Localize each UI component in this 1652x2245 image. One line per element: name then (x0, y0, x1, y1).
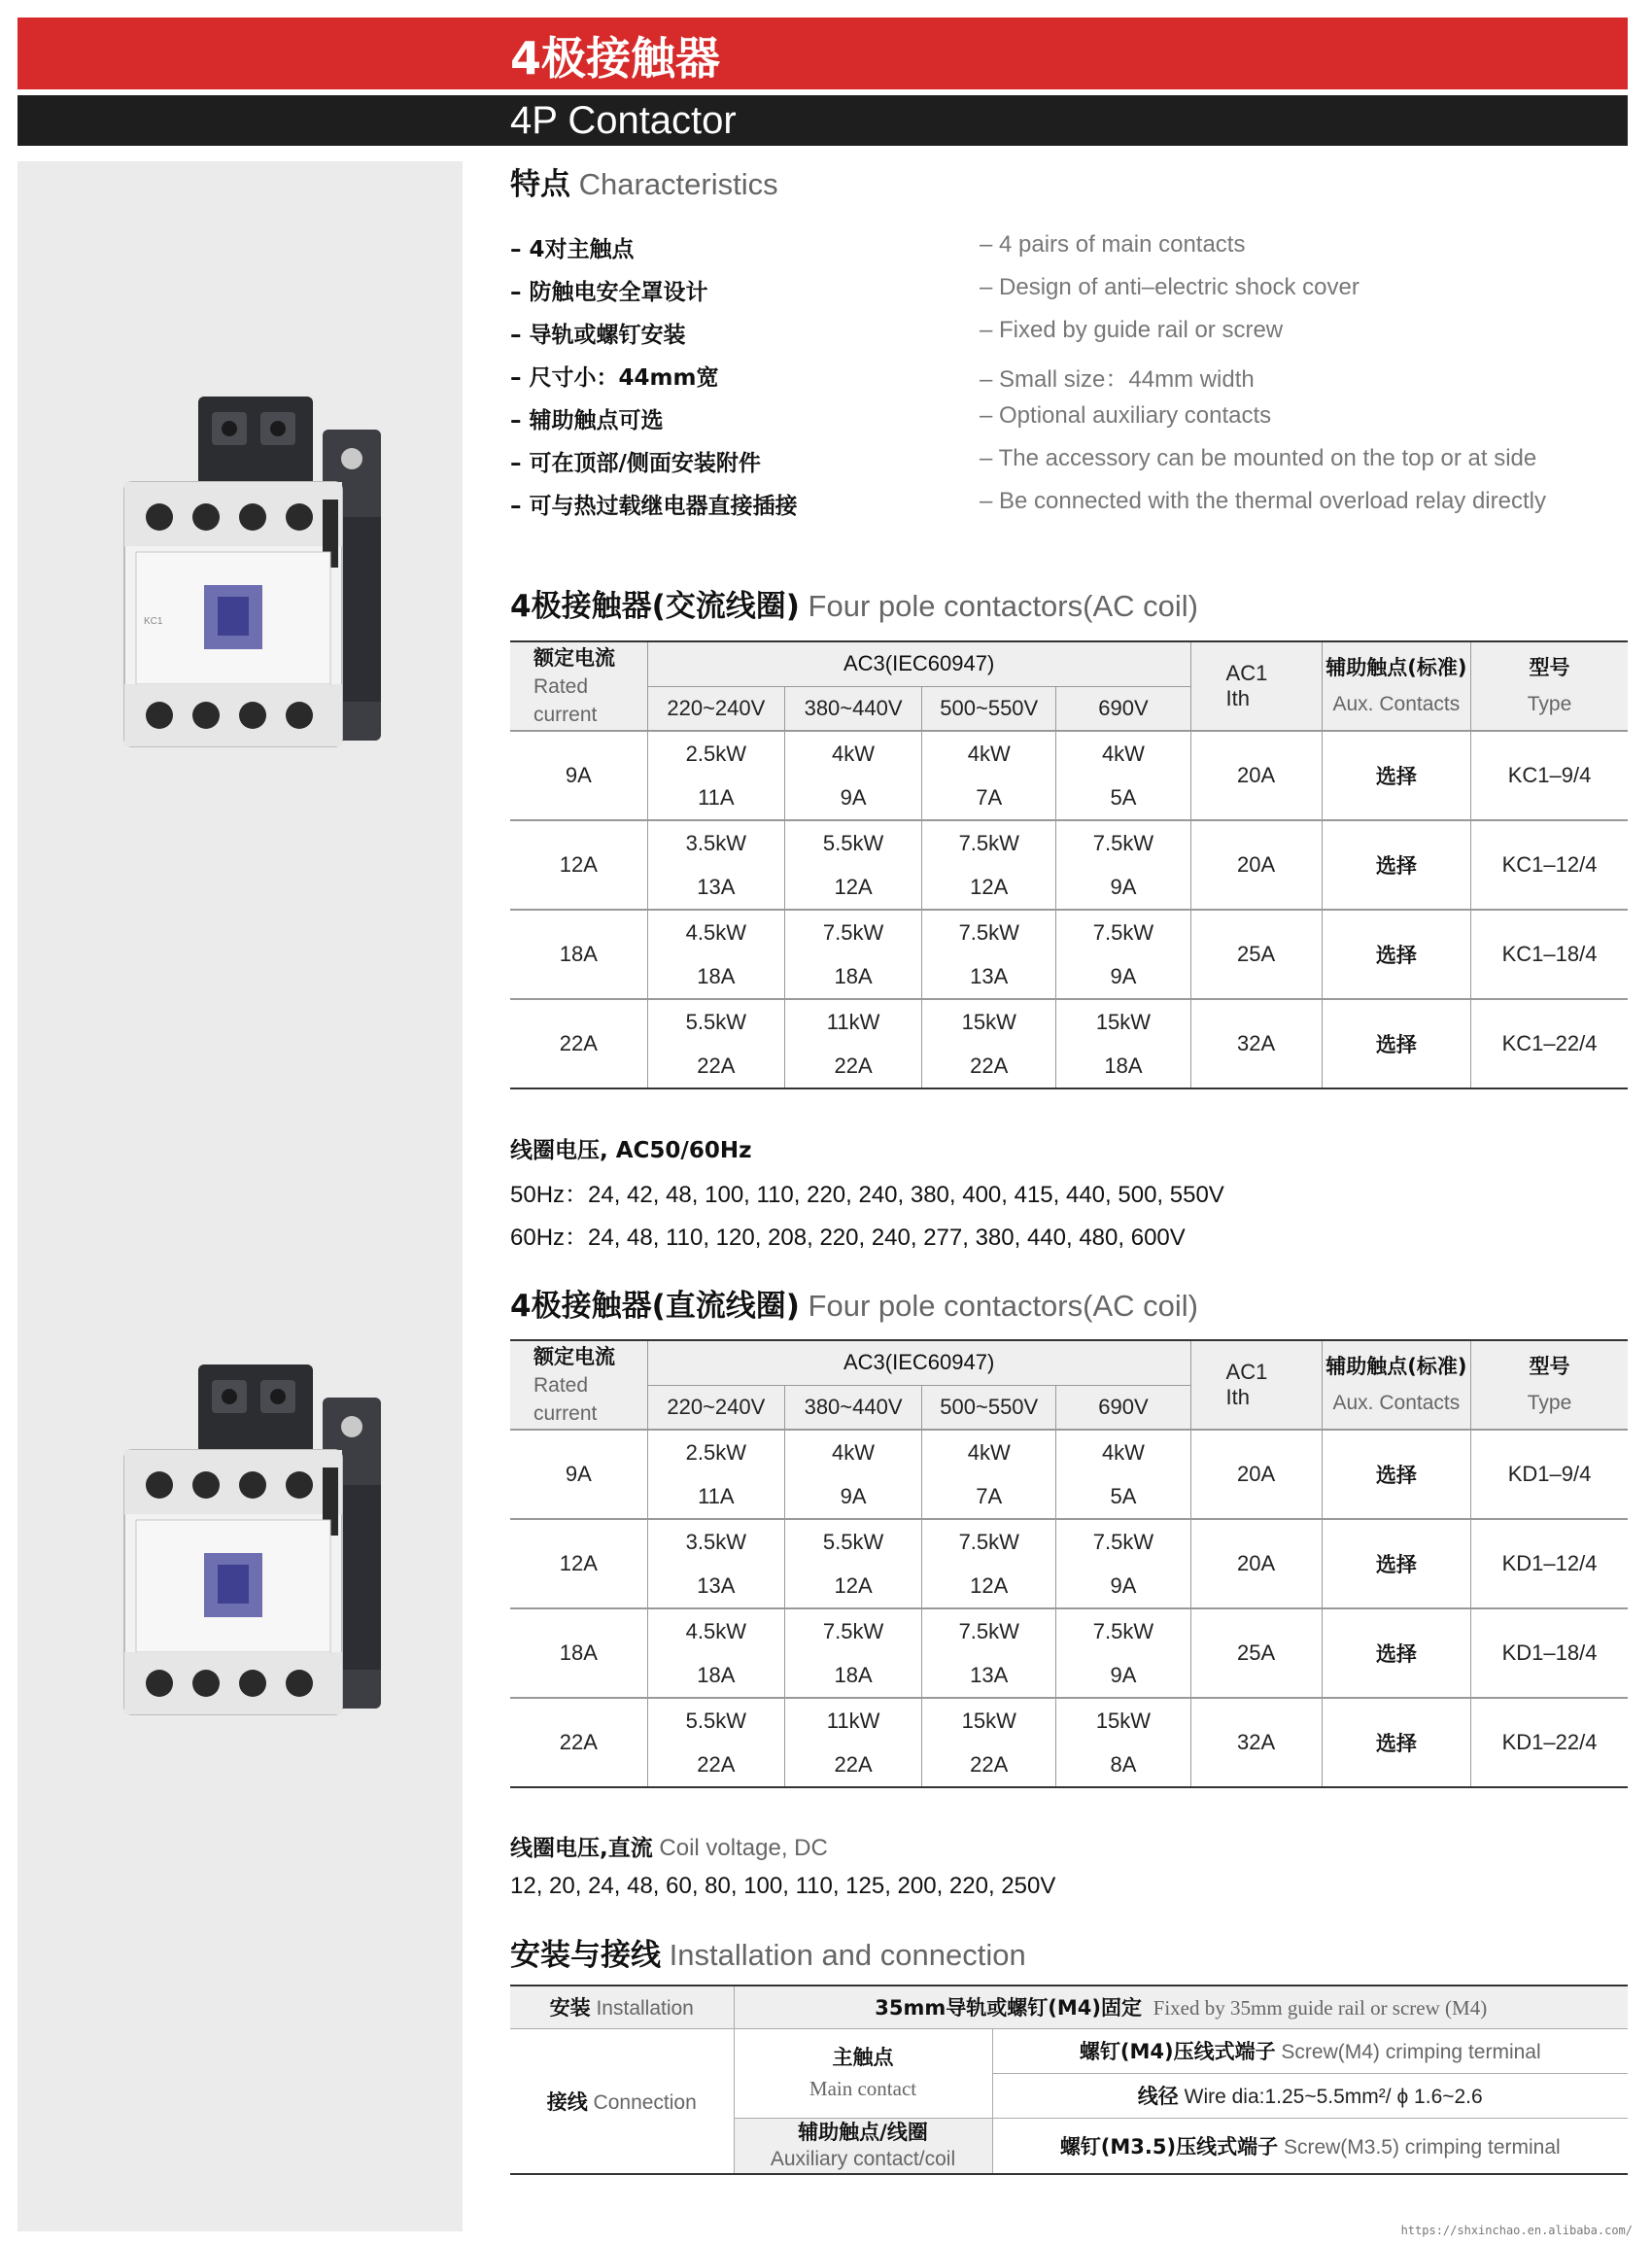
install-label: 安装 Installation (510, 1986, 734, 2028)
header-voltage: 500~550V (922, 1385, 1056, 1430)
list-item: – Be connected with the thermal overload relay directly (980, 488, 1546, 514)
cell-amp: 9A (1056, 1564, 1190, 1608)
cell-kw: 7.5kW (1056, 1608, 1190, 1653)
cell-amp: 9A (784, 1474, 921, 1519)
cell-kw: 15kW (922, 999, 1056, 1044)
dc-coil-spec-table (510, 1339, 1628, 1788)
cell-kw: 4kW (1056, 731, 1190, 776)
list-item: – 4对主触点 (510, 237, 635, 262)
ac-coil-60hz: 60Hz：24, 48, 110, 120, 208, 220, 240, 277, 380, 440, 480, 600V (510, 1225, 1186, 1251)
cell-amp: 18A (647, 1653, 784, 1698)
header-type-en: Type (1527, 1392, 1572, 1414)
header-aux-cn: 辅助触点(标准) (1325, 1355, 1467, 1378)
ac-coil-voltage-title: 线圈电压, AC50/60Hz (510, 1138, 752, 1163)
header-type-cn: 型号 (1529, 1355, 1570, 1378)
cell-kw: 7.5kW (922, 1608, 1056, 1653)
cell-aux: 选择 (1322, 731, 1470, 820)
cell-kw: 4.5kW (647, 1608, 784, 1653)
cell-amp: 8A (1056, 1743, 1190, 1787)
header-ac1-text: AC1 (1225, 1360, 1268, 1384)
list-item: – 防触电安全罩设计 (510, 280, 708, 305)
cell-kw: 4kW (784, 731, 921, 776)
ac-table-title: 4极接触器(交流线圈) Four pole contactors(AC coil) (510, 589, 1198, 624)
cell-rated: 22A (510, 1698, 647, 1787)
main-contact-terminal: 螺钉(M4)压线式端子 Screw(M4) crimping terminal (992, 2028, 1628, 2073)
header-ac1 (1190, 1340, 1322, 1430)
header-ith-text: Ith (1225, 1385, 1250, 1409)
cell-type: KD1–22/4 (1471, 1698, 1628, 1787)
cell-kw: 7.5kW (922, 820, 1056, 865)
cell-ac1: 20A (1190, 820, 1322, 910)
list-item: – 辅助触点可选 (510, 408, 664, 433)
install-value: 35mm导轨或螺钉(M4)固定 Fixed by 35mm guide rail or screw (M4) (734, 1986, 1628, 2028)
list-item: – The accessory can be mounted on the top or at side (980, 445, 1537, 471)
cell-type: KD1–18/4 (1471, 1608, 1628, 1698)
model-label-text: KC1 (144, 616, 163, 627)
cell-amp: 22A (922, 1044, 1056, 1088)
cell-ac1: 32A (1190, 1698, 1322, 1787)
cell-amp: 22A (784, 1044, 921, 1088)
installation-table (510, 1985, 1628, 2175)
cell-kw: 4kW (922, 1430, 1056, 1474)
cell-amp: 18A (784, 954, 921, 999)
cell-kw: 15kW (922, 1698, 1056, 1743)
characteristics-list-cn (510, 231, 947, 531)
header-type-cn: 型号 (1529, 656, 1570, 679)
header-ac1 (1190, 641, 1322, 731)
cell-amp: 7A (922, 1474, 1056, 1519)
list-item: – Fixed by guide rail or screw (980, 317, 1284, 343)
list-item: – 尺寸小：44mm宽 (510, 365, 719, 391)
characteristics-list-en (980, 231, 1621, 531)
cell-kw: 5.5kW (647, 999, 784, 1044)
header-type (1471, 1340, 1628, 1430)
cell-amp: 9A (1056, 865, 1190, 910)
header-rated-current (510, 1340, 647, 1430)
header-rated-cn: 额定电流 (533, 1344, 615, 1368)
cell-ac1: 20A (1190, 731, 1322, 820)
cell-rated: 12A (510, 820, 647, 910)
header-rated-en: Rated (533, 1373, 589, 1397)
cell-kw: 3.5kW (647, 1519, 784, 1564)
header-voltage: 380~440V (784, 686, 921, 731)
cell-aux: 选择 (1322, 1608, 1470, 1698)
list-item: – 可在顶部/侧面安装附件 (510, 451, 761, 476)
dc-coil-voltage-title: 线圈电压,直流 Coil voltage, DC (510, 1835, 828, 1861)
cell-kw: 5.5kW (647, 1698, 784, 1743)
cell-ac1: 20A (1190, 1430, 1322, 1519)
header-voltage: 220~240V (647, 686, 784, 731)
aux-coil-label: 辅助触点/线圈 Auxiliary contact/coil (734, 2118, 992, 2174)
cell-type: KC1–22/4 (1471, 999, 1628, 1088)
cell-aux: 选择 (1322, 910, 1470, 999)
cell-kw: 15kW (1056, 1698, 1190, 1743)
cell-kw: 5.5kW (784, 820, 921, 865)
cell-amp: 22A (647, 1044, 784, 1088)
header-rated-cn: 额定电流 (533, 645, 615, 670)
cell-rated: 18A (510, 910, 647, 999)
cell-ac1: 25A (1190, 1608, 1322, 1698)
list-item: – 4 pairs of main contacts (980, 231, 1246, 258)
header-current-en: current (533, 1401, 598, 1425)
list-item: – 可与热过载继电器直接插接 (510, 494, 798, 519)
main-contact-wire: 线径 Wire dia:1.25~5.5mm²/ ϕ 1.6~2.6 (992, 2073, 1628, 2118)
header-aux-en: Aux. Contacts (1332, 1392, 1461, 1414)
title-bar-red (17, 17, 1628, 89)
cell-amp: 13A (922, 954, 1056, 999)
header-current-en: current (533, 703, 598, 726)
cell-kw: 11kW (784, 1698, 921, 1743)
cell-amp: 7A (922, 776, 1056, 820)
header-aux-cn: 辅助触点(标准) (1325, 656, 1467, 679)
cell-amp: 18A (647, 954, 784, 999)
header-rated-en: Rated (533, 674, 589, 698)
contactor-image-dc (97, 1359, 408, 1728)
cell-amp: 22A (784, 1743, 921, 1787)
cell-kw: 7.5kW (784, 910, 921, 954)
connection-label: 接线 Connection (510, 2028, 734, 2174)
cell-rated: 22A (510, 999, 647, 1088)
header-voltage: 220~240V (647, 1385, 784, 1430)
header-ac1-text: AC1 (1225, 661, 1268, 685)
header-ac3: AC3(IEC60947) (647, 641, 1190, 686)
cell-type: KC1–9/4 (1471, 731, 1628, 820)
header-type (1471, 641, 1628, 731)
cell-amp: 12A (922, 865, 1056, 910)
cell-type: KC1–18/4 (1471, 910, 1628, 999)
header-ith-text: Ith (1225, 686, 1250, 710)
cell-amp: 22A (647, 1743, 784, 1787)
dc-coil-values: 12, 20, 24, 48, 60, 80, 100, 110, 125, 200, 220, 250V (510, 1873, 1056, 1899)
cell-rated: 9A (510, 1430, 647, 1519)
main-contact-label: 主触点 Main contact (734, 2028, 992, 2118)
cell-kw: 2.5kW (647, 1430, 784, 1474)
cell-amp: 11A (647, 776, 784, 820)
cell-kw: 3.5kW (647, 820, 784, 865)
header-aux (1322, 641, 1470, 731)
cell-kw: 7.5kW (784, 1608, 921, 1653)
aux-coil-terminal: 螺钉(M3.5)压线式端子 Screw(M3.5) crimping terminal (992, 2118, 1628, 2174)
cell-rated: 12A (510, 1519, 647, 1608)
cell-kw: 2.5kW (647, 731, 784, 776)
cell-kw: 4kW (922, 731, 1056, 776)
cell-aux: 选择 (1322, 1519, 1470, 1608)
cell-amp: 12A (922, 1564, 1056, 1608)
cell-kw: 7.5kW (922, 910, 1056, 954)
list-item: – Design of anti–electric shock cover (980, 274, 1359, 300)
cell-ac1: 20A (1190, 1519, 1322, 1608)
contactor-image-ac (97, 391, 408, 760)
cell-amp: 13A (647, 865, 784, 910)
cell-rated: 9A (510, 731, 647, 820)
cell-kw: 15kW (1056, 999, 1190, 1044)
cell-type: KC1–12/4 (1471, 820, 1628, 910)
cell-kw: 7.5kW (1056, 820, 1190, 865)
cell-type: KD1–9/4 (1471, 1430, 1628, 1519)
cell-amp: 5A (1056, 776, 1190, 820)
ac-coil-spec-table (510, 640, 1628, 1089)
cell-amp: 9A (1056, 954, 1190, 999)
cell-rated: 18A (510, 1608, 647, 1698)
cell-amp: 9A (1056, 1653, 1190, 1698)
cell-amp: 13A (647, 1564, 784, 1608)
page-title-cn: 4极接触器 (510, 32, 721, 85)
header-ac3: AC3(IEC60947) (647, 1340, 1190, 1385)
header-aux-en: Aux. Contacts (1332, 693, 1461, 715)
header-voltage: 380~440V (784, 1385, 921, 1430)
header-aux (1322, 1340, 1470, 1430)
cell-amp: 12A (784, 1564, 921, 1608)
header-voltage: 500~550V (922, 686, 1056, 731)
header-voltage: 690V (1056, 1385, 1190, 1430)
cell-amp: 5A (1056, 1474, 1190, 1519)
header-type-en: Type (1527, 693, 1572, 715)
cell-kw: 7.5kW (922, 1519, 1056, 1564)
cell-amp: 11A (647, 1474, 784, 1519)
cell-kw: 5.5kW (784, 1519, 921, 1564)
cell-aux: 选择 (1322, 999, 1470, 1088)
ac-coil-50hz: 50Hz：24, 42, 48, 100, 110, 220, 240, 380, 400, 415, 440, 500, 550V (510, 1182, 1224, 1208)
cell-amp: 18A (1056, 1044, 1190, 1088)
cell-type: KD1–12/4 (1471, 1519, 1628, 1608)
footer-url: https://shxinchao.en.alibaba.com/ (1400, 2224, 1633, 2237)
title-bar-black (17, 95, 1628, 146)
dc-table-title: 4极接触器(直流线圈) Four pole contactors(AC coil) (510, 1289, 1198, 1324)
list-item: – Small size：44mm width (980, 366, 1255, 393)
list-item: – Optional auxiliary contacts (980, 402, 1272, 429)
installation-title: 安装与接线 Installation and connection (510, 1938, 1026, 1973)
cell-amp: 13A (922, 1653, 1056, 1698)
cell-ac1: 25A (1190, 910, 1322, 999)
cell-kw: 4kW (1056, 1430, 1190, 1474)
cell-amp: 18A (784, 1653, 921, 1698)
cell-kw: 7.5kW (1056, 910, 1190, 954)
cell-aux: 选择 (1322, 1698, 1470, 1787)
cell-aux: 选择 (1322, 1430, 1470, 1519)
cell-amp: 22A (922, 1743, 1056, 1787)
cell-aux: 选择 (1322, 820, 1470, 910)
header-rated-current (510, 641, 647, 731)
cell-ac1: 32A (1190, 999, 1322, 1088)
cell-kw: 11kW (784, 999, 921, 1044)
cell-kw: 4.5kW (647, 910, 784, 954)
list-item: – 导轨或螺钉安装 (510, 323, 686, 348)
characteristics-title: 特点 Characteristics (510, 167, 778, 202)
cell-amp: 12A (784, 865, 921, 910)
cell-kw: 4kW (784, 1430, 921, 1474)
cell-amp: 9A (784, 776, 921, 820)
page-title-en: 4P Contactor (510, 99, 737, 142)
cell-kw: 7.5kW (1056, 1519, 1190, 1564)
header-voltage: 690V (1056, 686, 1190, 731)
